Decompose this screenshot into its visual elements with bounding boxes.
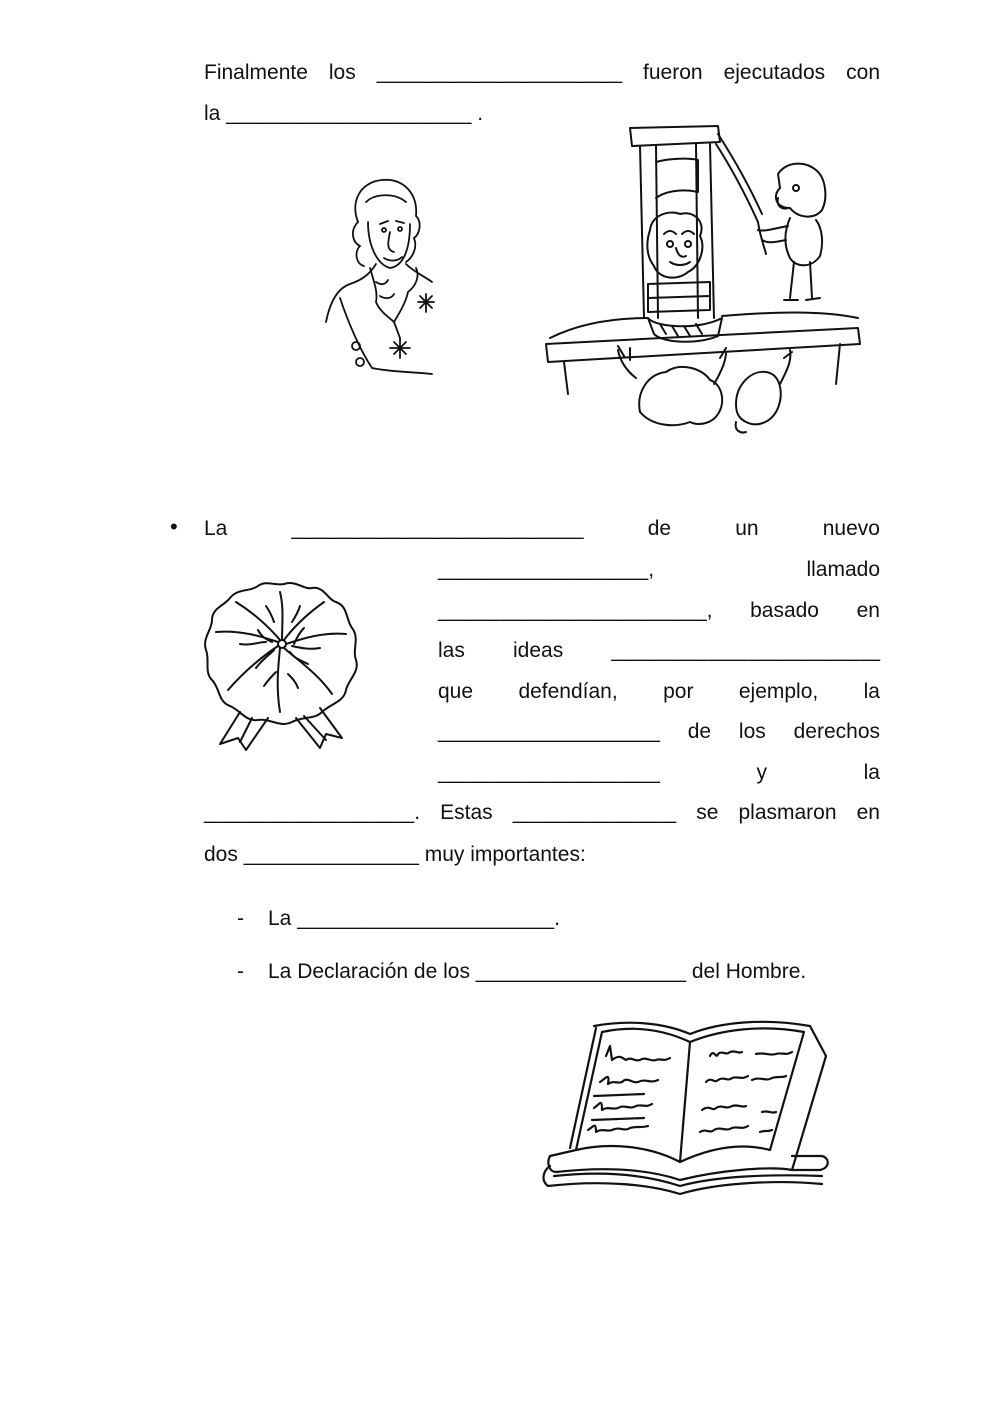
word: La	[204, 517, 228, 540]
open-book-illustration	[530, 1020, 835, 1200]
bullet-line-4	[438, 638, 880, 664]
top-line-1	[204, 60, 880, 86]
word: los	[738, 720, 766, 743]
word: que	[438, 680, 474, 703]
sub-item-2: La Declaración de los __________________ del Hombre.	[268, 960, 807, 983]
bullet-line-3	[438, 598, 880, 624]
word: en	[856, 599, 880, 622]
sub-item-1: La ______________________.	[268, 907, 560, 930]
word: ejecutados	[723, 61, 826, 84]
word: la	[863, 761, 880, 784]
blank: ___________________	[438, 761, 660, 784]
word: Finalmente	[204, 61, 308, 84]
blank: _____________________	[376, 61, 623, 84]
word: defendían,	[518, 680, 618, 703]
word: un	[735, 517, 759, 540]
word: plasmaron	[738, 801, 837, 824]
word: por	[663, 680, 694, 703]
blank: ___________________	[438, 720, 660, 743]
word: los	[328, 61, 356, 84]
word: ideas	[513, 639, 564, 662]
sub-item-2-dash: -	[237, 960, 244, 983]
word: de	[687, 720, 712, 743]
bullet-line-7	[438, 760, 880, 786]
sub-item-1-dash: -	[237, 907, 244, 930]
word: en	[856, 801, 880, 824]
bullet-line-1	[204, 516, 880, 542]
bullet-line-9: dos _______________ muy importantes:	[204, 843, 586, 866]
blank: ______________	[512, 801, 677, 824]
word: la	[863, 680, 880, 703]
blank: _______________________,	[438, 599, 713, 622]
word: fueron	[643, 61, 703, 84]
rosette-cockade-illustration	[200, 578, 360, 753]
bullet-line-2	[438, 557, 880, 583]
word: de	[647, 517, 672, 540]
blank: _______________________	[611, 639, 880, 662]
word: Estas	[440, 801, 493, 824]
bullet-line-5	[438, 679, 880, 705]
blank: __________________.	[204, 801, 421, 824]
word: con	[846, 61, 880, 84]
blank: _________________________	[291, 517, 584, 540]
word: derechos	[793, 720, 880, 743]
bullet-point: •	[170, 514, 178, 539]
word: se	[696, 801, 719, 824]
word: ejemplo,	[738, 680, 819, 703]
word: llamado	[806, 558, 880, 581]
bullet-line-6	[438, 719, 880, 745]
word: nuevo	[822, 517, 880, 540]
blank: __________________,	[438, 558, 655, 581]
king-portrait-illustration	[320, 172, 440, 377]
word: las	[438, 639, 465, 662]
word: basado	[750, 599, 819, 622]
top-line-2: la _____________________ .	[204, 102, 484, 125]
guillotine-illustration	[540, 122, 865, 437]
word: y	[756, 761, 768, 784]
bullet-line-8	[204, 800, 880, 826]
